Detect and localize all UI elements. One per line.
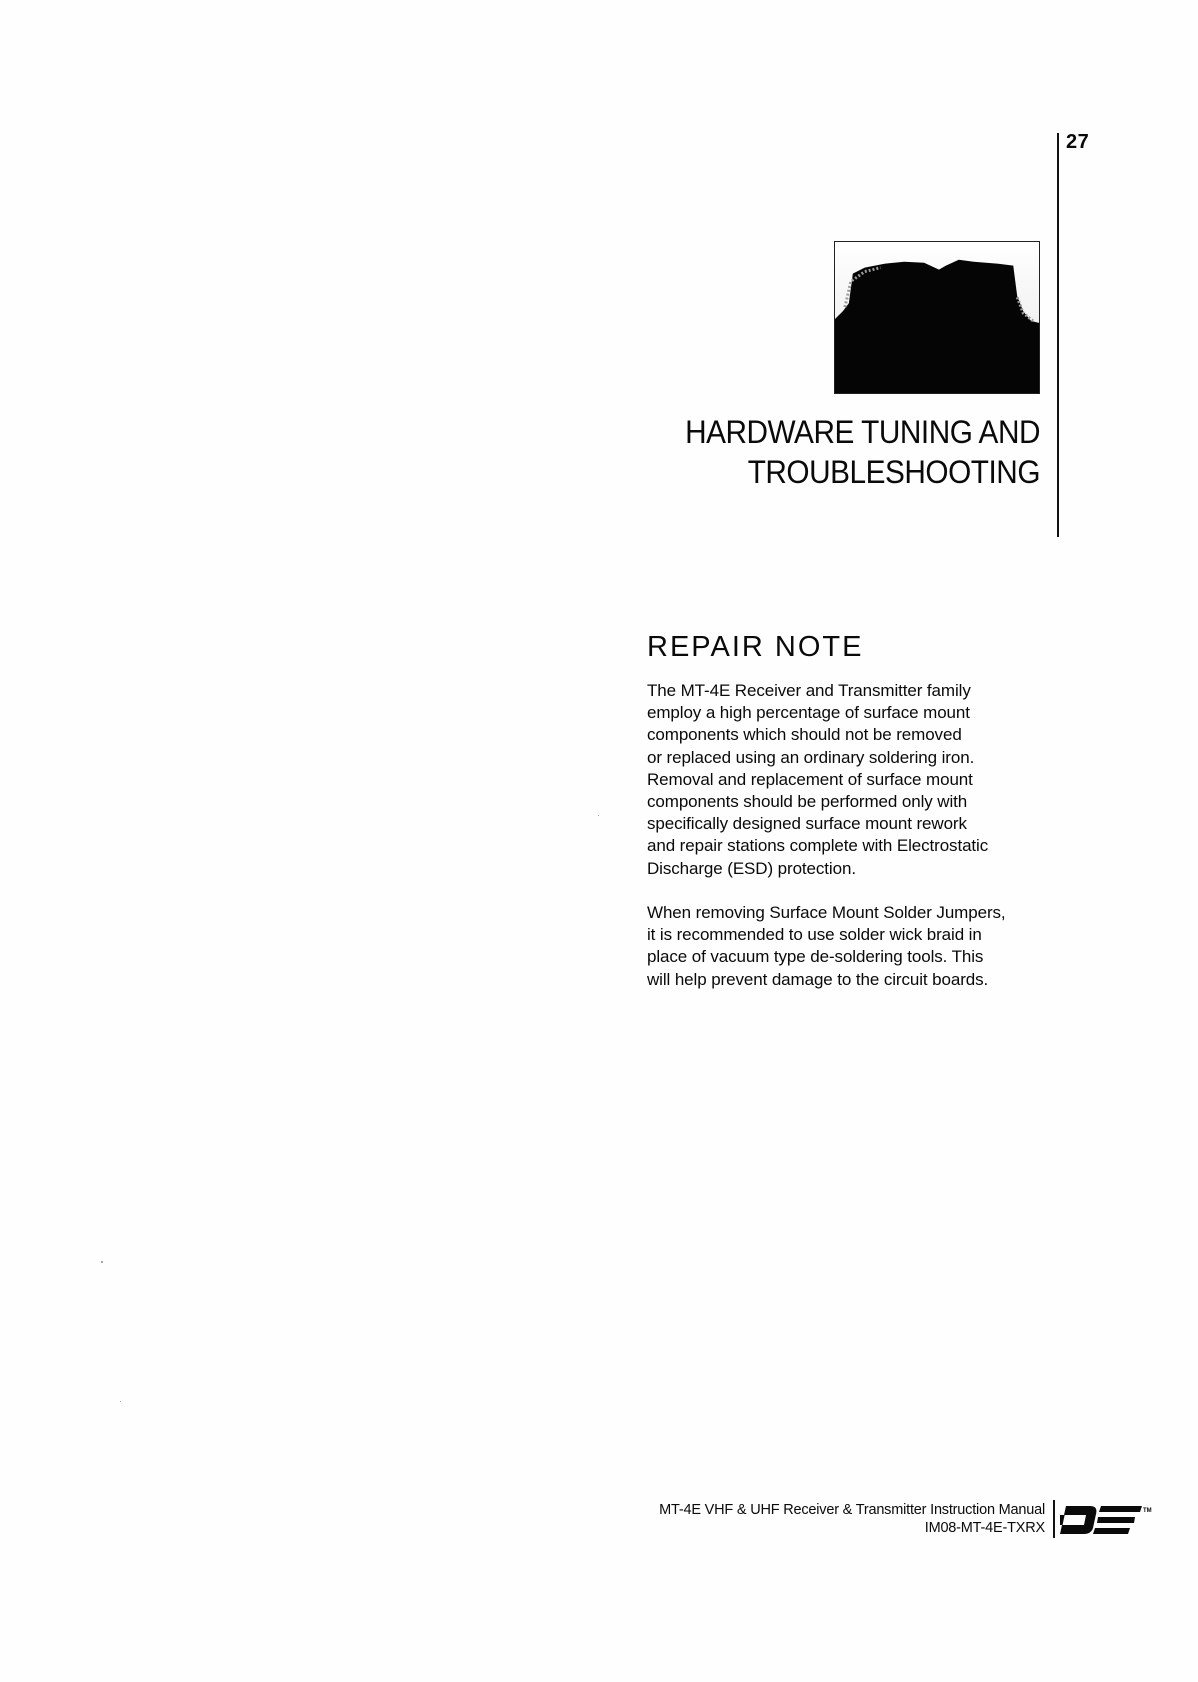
paragraph-line: components should be performed only with — [647, 792, 968, 812]
chapter-title-line-2: TROUBLESHOOTING — [747, 454, 1040, 490]
paragraph-line: When removing Surface Mount Solder Jumpers, — [647, 903, 1006, 922]
paragraph-line: specifically designed surface mount rework — [647, 814, 967, 834]
footer-rule — [1053, 1500, 1055, 1538]
footer-text — [659, 1501, 1045, 1537]
scan-speck — [120, 1401, 121, 1402]
footer-manual-title: MT-4E VHF & UHF Receiver & Transmitter Instruction Manual — [659, 1502, 1045, 1518]
page-number: 27 — [1066, 131, 1090, 153]
chapter-title — [649, 412, 1040, 492]
paragraph-line: employ a high percentage of surface mount — [647, 703, 970, 723]
repair-note-paragraph-1 — [647, 680, 1067, 880]
chapter-image — [834, 241, 1040, 394]
margin-rule — [1057, 133, 1059, 537]
paragraph-line: The MT-4E Receiver and Transmitter family — [647, 681, 971, 700]
de-logo-icon — [1060, 1504, 1152, 1536]
paragraph-line: Discharge (ESD) protection. — [647, 858, 856, 878]
paragraph-line: or replaced using an ordinary soldering iron. — [647, 747, 975, 767]
chapter-photo-graphic — [835, 242, 1039, 393]
repair-note-paragraph-2 — [647, 902, 1067, 991]
chapter-title-line-1: HARDWARE TUNING AND — [685, 414, 1040, 450]
company-logo — [1060, 1504, 1152, 1536]
paragraph-line: will help prevent damage to the circuit boards. — [647, 969, 989, 989]
scan-speck — [598, 815, 599, 816]
paragraph-line: place of vacuum type de-soldering tools. This — [647, 947, 984, 967]
paragraph-line: components which should not be removed — [647, 725, 962, 745]
scan-speck — [101, 1261, 103, 1263]
paragraph-line: and repair stations complete with Electrostatic — [647, 836, 989, 856]
section-heading: REPAIR NOTE — [647, 631, 864, 663]
paragraph-line: it is recommended to use solder wick braid in — [647, 925, 982, 945]
trademark-symbol: TM — [1143, 1508, 1152, 1514]
paragraph-line: Removal and replacement of surface mount — [647, 769, 973, 789]
footer-document-id: IM08-MT-4E-TXRX — [924, 1520, 1045, 1536]
